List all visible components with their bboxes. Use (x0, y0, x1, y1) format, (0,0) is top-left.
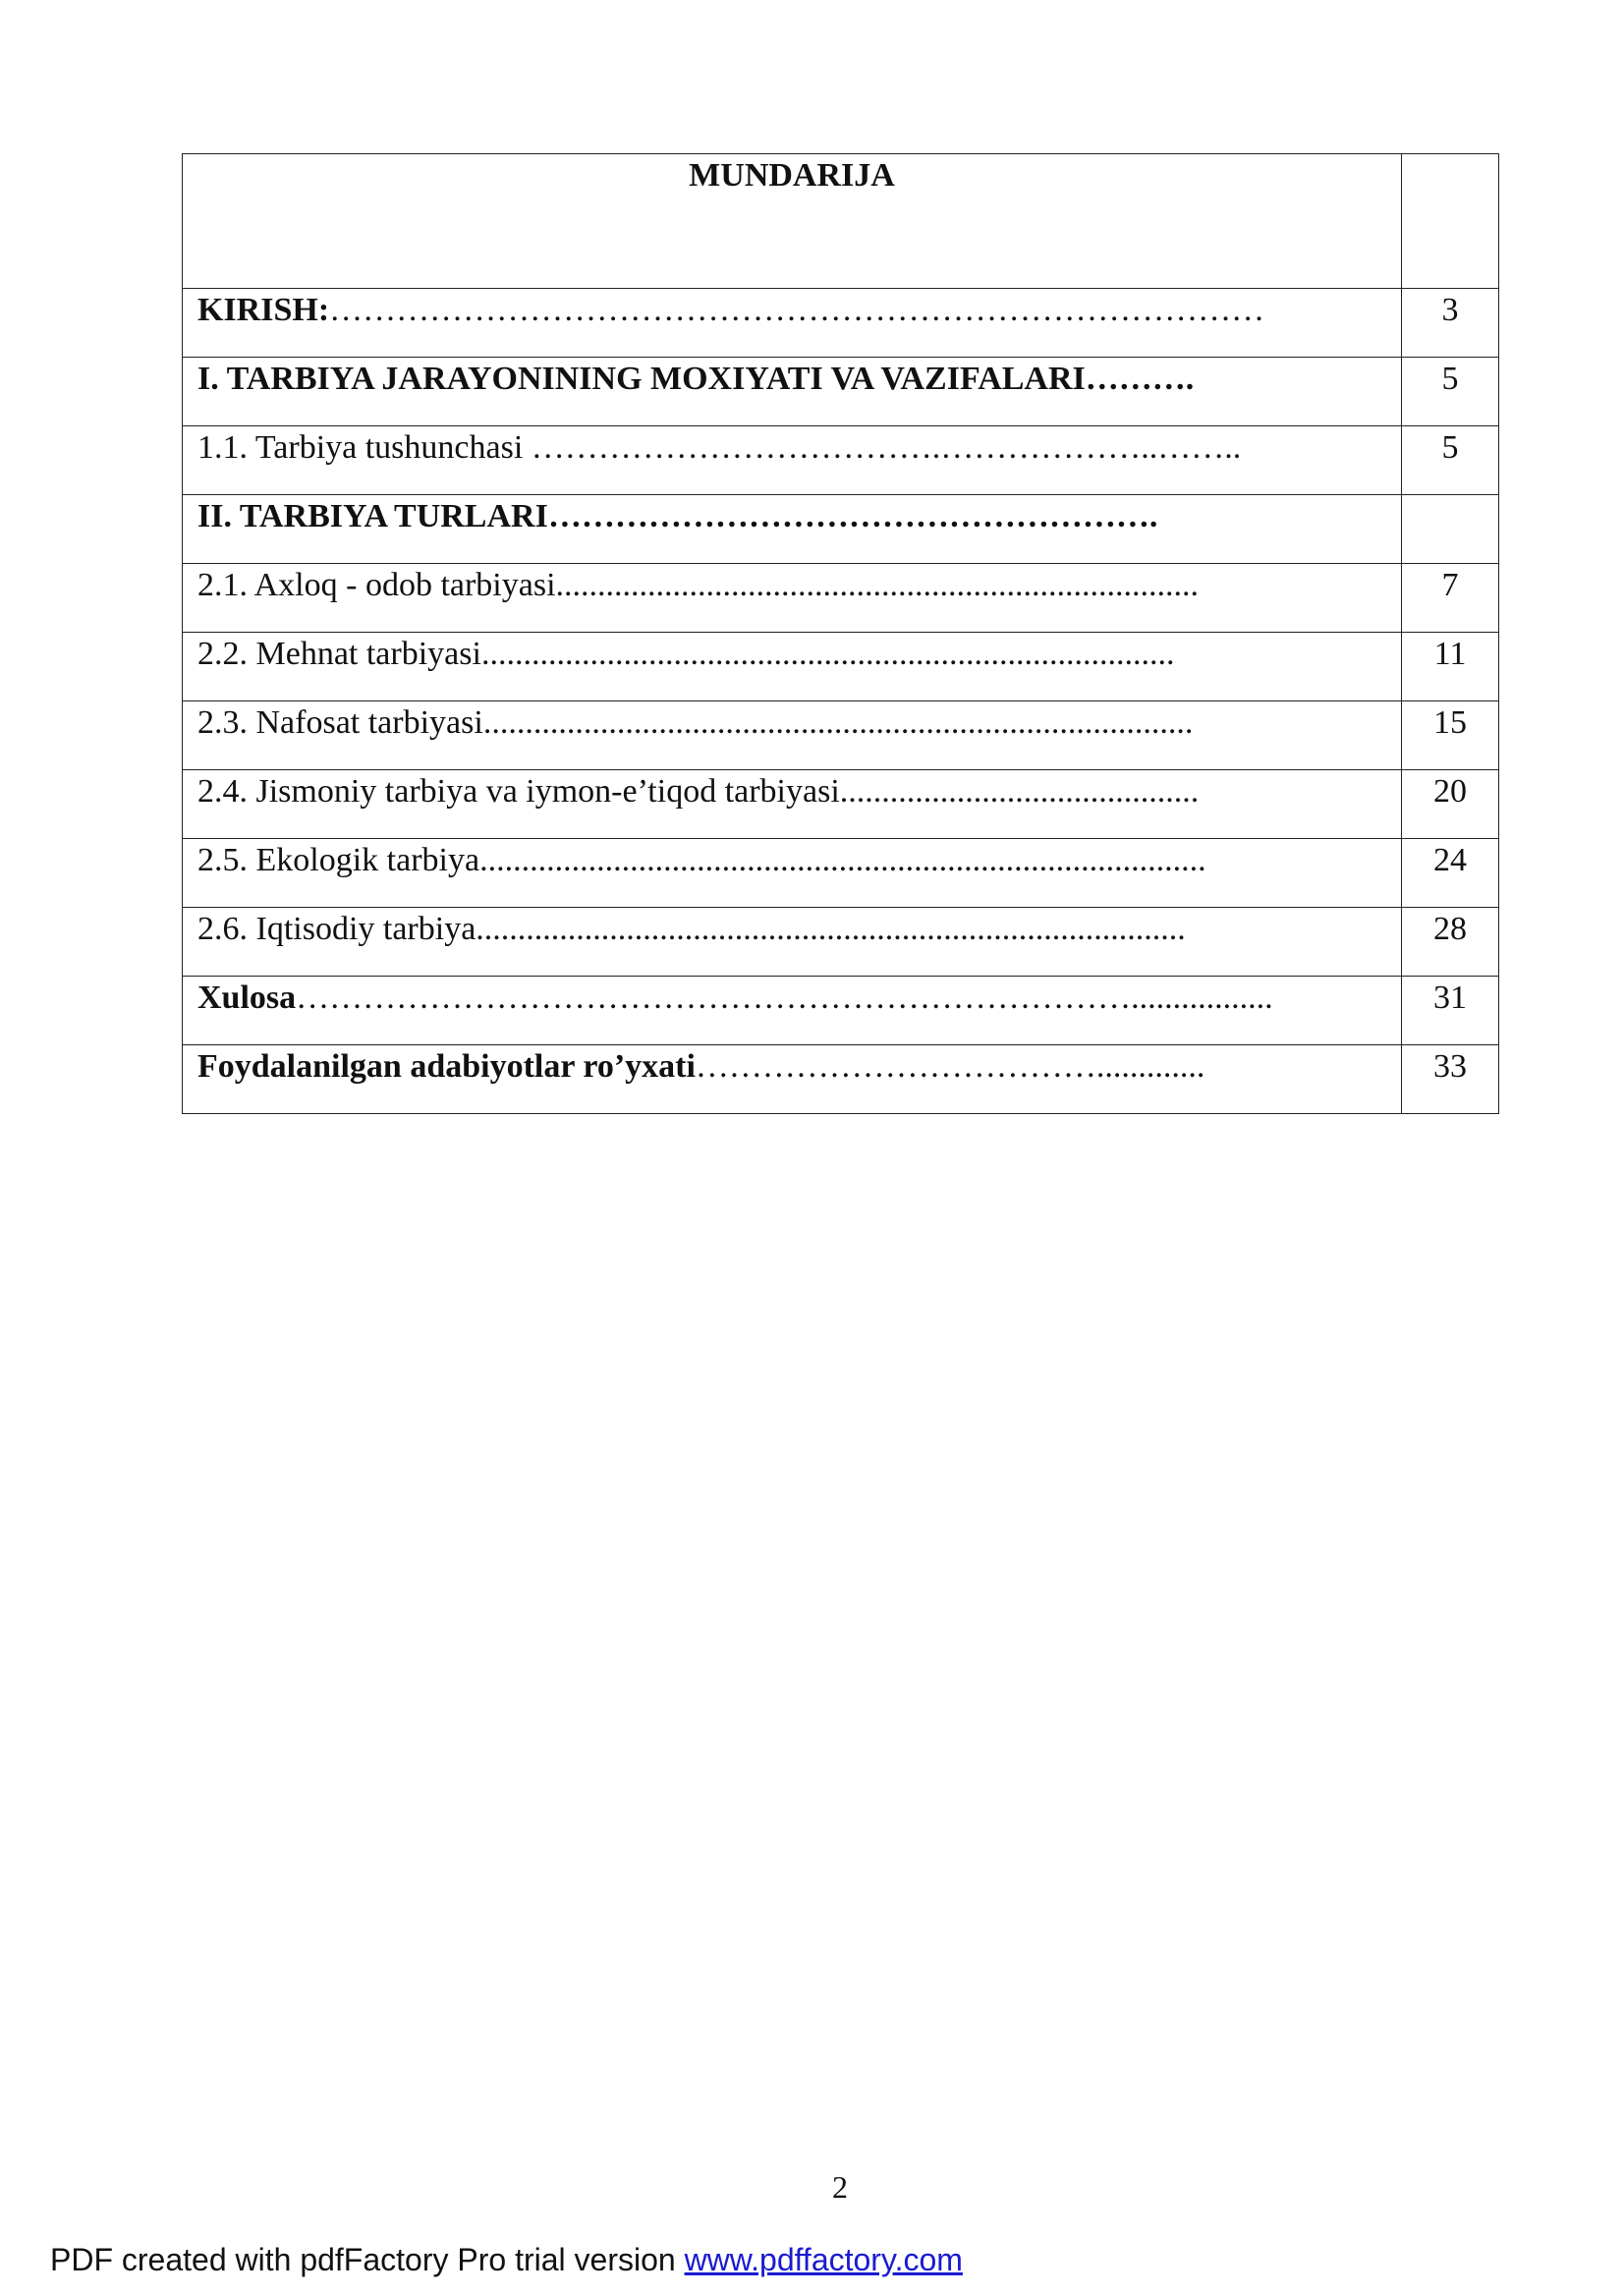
pdf-footer (50, 2242, 963, 2278)
toc-entry (183, 839, 1402, 908)
page-number: 2 (832, 2169, 848, 2205)
toc-row (183, 358, 1499, 426)
toc-row (183, 495, 1499, 564)
toc-header-row (183, 154, 1499, 289)
toc-entry-leader: ………. (1085, 361, 1195, 397)
toc-entry-label: KIRISH: (197, 292, 330, 328)
toc-entry-page: 5 (1402, 426, 1499, 495)
toc-entry-leader: ....................................................................................... (479, 842, 1206, 878)
toc-row (183, 770, 1499, 839)
toc-row (183, 1045, 1499, 1114)
toc-entry (183, 358, 1402, 426)
toc-entry (183, 564, 1402, 633)
toc-entry-leader: …………………………………………………………………................. (296, 980, 1273, 1016)
toc-entry (183, 633, 1402, 701)
toc-entry-label: 2.4. Jismoniy tarbiya va iymon-e’tiqod tarbiyasi (197, 773, 840, 810)
toc-entry-leader: ..................................................................................... (482, 704, 1194, 741)
toc-entry-label: 2.1. Axloq - odob tarbiyasi (197, 567, 556, 603)
toc-entry-page: 24 (1402, 839, 1499, 908)
toc-entry (183, 289, 1402, 358)
toc-entry-page: 31 (1402, 977, 1499, 1045)
toc-entry-leader: ………………………………............. (695, 1048, 1205, 1085)
toc-entry (183, 701, 1402, 770)
toc-entry-page: 33 (1402, 1045, 1499, 1114)
table-of-contents (182, 153, 1499, 1114)
toc-entry-page: 3 (1402, 289, 1499, 358)
toc-entry-label: Foydalanilgan adabiyotlar ro’yxati (197, 1048, 696, 1085)
toc-entry-label: 2.2. Mehnat tarbiyasi (197, 636, 481, 672)
toc-entry-label: 1.1. Tarbiya tushunchasi (197, 429, 532, 466)
toc-entry-label: 2.3. Nafosat tarbiyasi (197, 704, 483, 741)
footer-link[interactable]: www.pdffactory.com (684, 2242, 963, 2277)
toc-entry-label: II. TARBIYA TURLARI (197, 498, 548, 534)
toc-entry-label: 2.5. Ekologik tarbiya (197, 842, 480, 878)
toc-row (183, 908, 1499, 977)
toc-row (183, 564, 1499, 633)
footer-text: PDF created with pdfFactory Pro trial version (50, 2242, 685, 2277)
toc-entry-label: Xulosa (197, 980, 297, 1016)
toc-entry (183, 977, 1402, 1045)
toc-entry-label: 2.6. Iqtisodiy tarbiya (197, 911, 476, 947)
toc-entry (183, 770, 1402, 839)
toc-row (183, 977, 1499, 1045)
toc-entry-leader: ..................................................................................... (476, 911, 1186, 947)
toc-entry (183, 495, 1402, 564)
toc-entry-leader: ........................................... (839, 773, 1200, 810)
toc-row (183, 701, 1499, 770)
toc-entry (183, 426, 1402, 495)
toc-entry-page: 11 (1402, 633, 1499, 701)
toc-row (183, 633, 1499, 701)
toc-row (183, 289, 1499, 358)
toc-entry-leader: ……………………………….………………..…….. (531, 429, 1242, 466)
toc-entry-page: 7 (1402, 564, 1499, 633)
toc-entry-page: 5 (1402, 358, 1499, 426)
toc-title: MUNDARIJA (183, 154, 1402, 289)
toc-entry-label: I. TARBIYA JARAYONINING MOXIYATI VA VAZIFALARI (197, 361, 1086, 397)
toc-entry (183, 1045, 1402, 1114)
toc-entry-leader: ................................................................................... (480, 636, 1175, 672)
toc-entry (183, 908, 1402, 977)
toc-entry-leader: ………………………………………………. (547, 498, 1158, 534)
toc-header-page-cell (1402, 154, 1499, 289)
toc-entry-leader: ............................................................................. (555, 567, 1200, 603)
toc-entry-page: 20 (1402, 770, 1499, 839)
toc-row (183, 839, 1499, 908)
toc-entry-leader: ………………………………………………………………………… (329, 292, 1265, 328)
toc-entry-page: 28 (1402, 908, 1499, 977)
toc-row (183, 426, 1499, 495)
toc-entry-page (1402, 495, 1499, 564)
toc-entry-page: 15 (1402, 701, 1499, 770)
